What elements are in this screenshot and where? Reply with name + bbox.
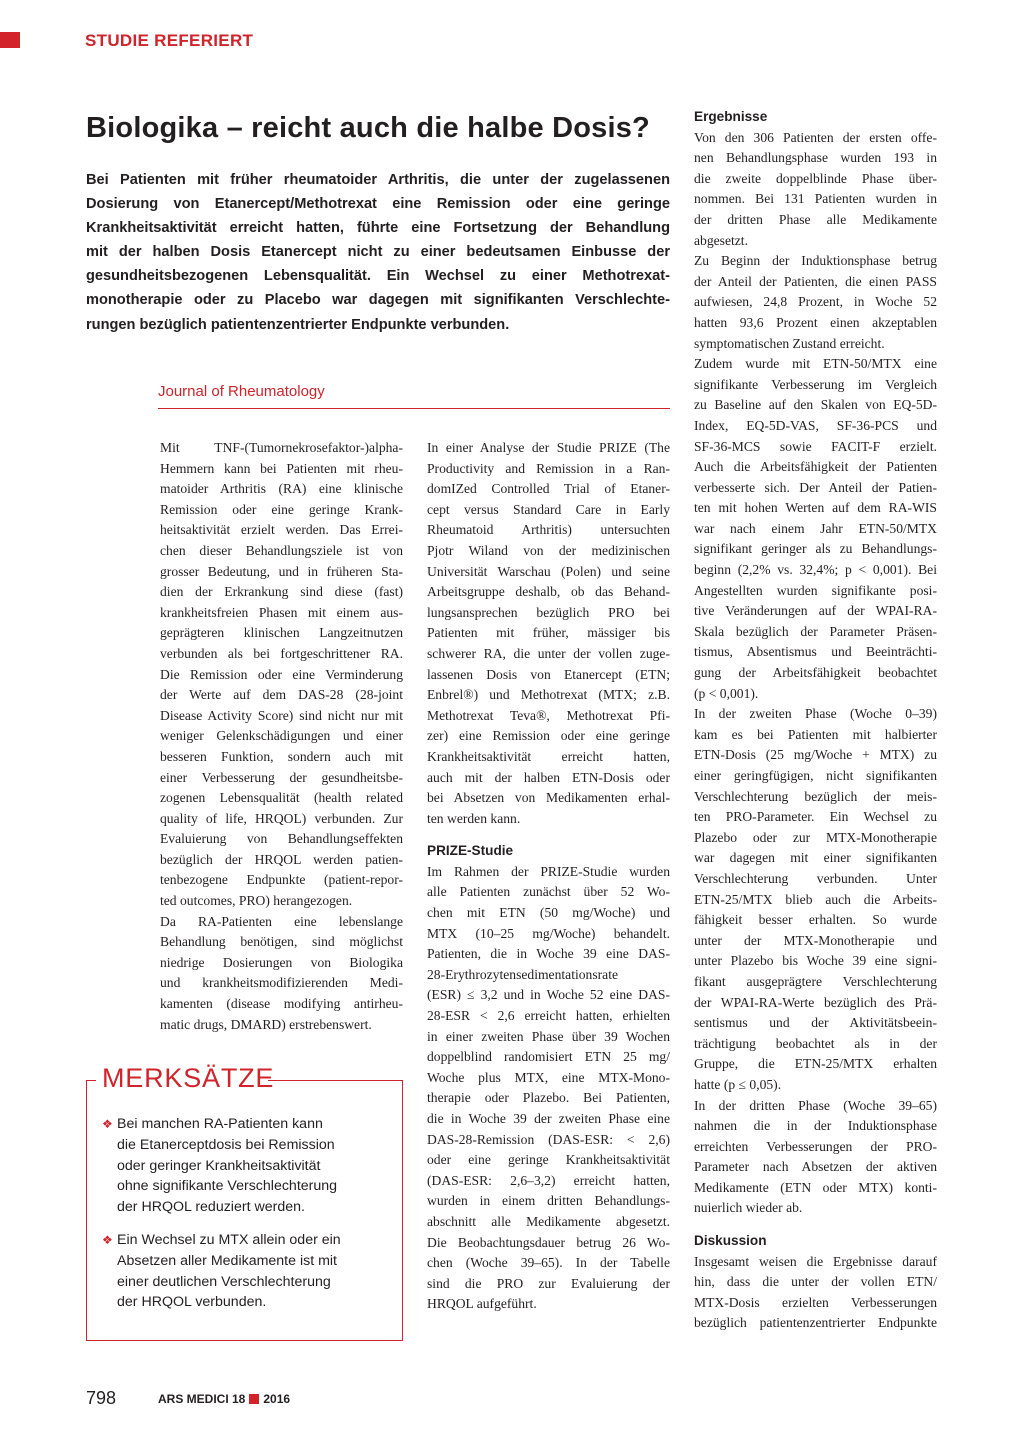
body-line: (DAS-ESR: 2,6–3,2) erreicht hatten, xyxy=(427,1172,670,1188)
lead-line: Dosierung von Etanercept/Methotrexat eine Remission oder eine geringe xyxy=(86,196,670,213)
body-line: grosser Bedeutung, und in früheren Sta- xyxy=(160,563,403,579)
body-line: Patienten, die in Woche 39 eine DAS- xyxy=(427,946,670,962)
body-line: tenbezogene Endpunkte (patient-repor- xyxy=(160,872,403,888)
footer-journal-name: ARS MEDICI 18 xyxy=(158,1392,246,1406)
section-label: STUDIE REFERIERT xyxy=(85,31,254,50)
merksatz-line: Bei manchen RA-Patienten kann xyxy=(117,1116,323,1132)
body-line: ted outcomes, PRO) herangezogen. xyxy=(160,893,353,909)
body-line: Angestellten wurden signifikante posi- xyxy=(694,582,937,598)
body-line: abschnitt alle Medikamente abgesetzt. xyxy=(427,1213,670,1229)
body-line: Gruppe, die ETN-25/MTX erhalten xyxy=(694,1056,937,1072)
diamond-cluster-icon: ❖ xyxy=(102,1232,113,1247)
body-line: Die Beobachtungsdauer betrug 26 Wo- xyxy=(427,1234,670,1250)
body-line: Von den 306 Patienten der ersten offe- xyxy=(694,129,937,145)
body-line: aufwiesen, 24,8 Prozent, in Woche 52 xyxy=(694,294,937,310)
body-line: matic drugs, DMARD) erstrebenswert. xyxy=(160,1016,372,1032)
body-line: ten mit hohen Werten auf dem RA-WIS xyxy=(694,500,937,516)
body-line: Productivity and Remission in a Ran- xyxy=(427,460,670,476)
body-line: krankheitsfreien Phasen mit einem aus- xyxy=(160,604,403,620)
body-line: bezüglich patientenzentrierter Endpunkte xyxy=(694,1315,937,1331)
body-line: In einer Analyse der Studie PRIZE (The xyxy=(427,440,670,455)
body-line: zu Baseline auf den Skalen von EQ-5D- xyxy=(694,397,937,413)
body-line: therapie oder Plazebo. Bei Patienten, xyxy=(427,1090,670,1106)
body-line: auch mit der halben ETN-Dosis oder xyxy=(427,769,670,785)
lead-line: Krankheitsaktivität erreicht hatten, führte eine Fortsetzung der Behandlung xyxy=(86,220,670,237)
body-line: ETN-Dosis (25 mg/Woche + MTX) zu xyxy=(694,747,937,763)
body-line: abgesetzt. xyxy=(694,232,748,248)
body-line: in einer zweiten Phase über 39 Wochen xyxy=(427,1028,670,1044)
body-line: zer) eine Remission oder eine geringe xyxy=(427,728,670,744)
merksaetze-rule-left xyxy=(86,1080,96,1081)
body-line: der Werte auf dem DAS-28 (28-joint xyxy=(160,687,403,703)
page-number: 798 xyxy=(86,1388,117,1408)
body-line: heitsaktivität erzielt werden. Das Errei- xyxy=(160,522,403,538)
body-line: lungsansprechen bezüglich PRO bei xyxy=(427,604,670,620)
footer-square xyxy=(249,1394,259,1404)
body-line: Pjotr Wiland von der medizinischen xyxy=(427,542,670,558)
results-heading: Ergebnisse xyxy=(694,109,768,124)
body-line: war dagegen mit einer signifikanten xyxy=(694,850,937,866)
body-line: Mit TNF-(Tumornekrosefaktor-)alpha- xyxy=(160,440,403,455)
body-line: lassenen Dosis von Etanercept (ETN; xyxy=(427,666,670,682)
section-marker-square xyxy=(0,32,20,48)
body-line: kam es bei Patienten mit halbierter xyxy=(694,726,937,742)
body-line: nen Behandlungsphase wurden 193 in xyxy=(694,150,937,166)
body-line: Remission oder eine geringe Krank- xyxy=(160,501,403,517)
body-line: dien der Erkrankung sind diese (fast) xyxy=(160,584,403,600)
body-line: Universität Warschau (Polen) und seine xyxy=(427,563,670,579)
body-line: gung der Arbeitsfähigkeit beobachtet xyxy=(694,665,937,681)
body-line: Krankheitsaktivität erreicht hatten, xyxy=(427,748,670,764)
merksatz-line: oder geringer Krankheitsaktivität xyxy=(117,1157,321,1174)
body-line: MTX (10–25 mg/Woche) behandelt. xyxy=(427,925,670,941)
body-line: DAS-28-Remission (DAS-ESR: < 2,6) xyxy=(427,1131,670,1147)
body-line: symptomatischen Zustand erreicht. xyxy=(694,335,885,351)
article-title: Biologika – reicht auch die halbe Dosis? xyxy=(86,112,650,144)
body-line: Zu Beginn der Induktionsphase betrug xyxy=(694,253,937,269)
body-line: sentismus und der Aktivitätsbeein- xyxy=(694,1015,937,1031)
body-line: chen dieser Behandlungsziele ist von xyxy=(160,542,403,558)
body-line: Methotrexat Teva®, Methotrexat Pfi- xyxy=(427,707,670,723)
body-line: HRQOL aufgeführt. xyxy=(427,1296,537,1312)
body-line: SF-36-MCS sowie FACIT-F erzielt. xyxy=(694,438,937,454)
body-line: signifikante Verbesserung im Vergleich xyxy=(694,376,937,392)
footer-year: 2016 xyxy=(263,1392,291,1406)
body-line: wurden in einem dritten Behandlungs- xyxy=(427,1193,670,1209)
merksaetze-title: MERKSÄTZE xyxy=(102,1063,275,1093)
merksatz-line: der HRQOL reduziert werden. xyxy=(117,1199,305,1216)
body-line: geprägteren klinischen Langzeitnutzen xyxy=(160,625,403,641)
body-line: nuierlich wieder ab. xyxy=(694,1200,803,1216)
body-line: der Anteil der Patienten, die einen PASS xyxy=(694,273,937,289)
lead-line: monotherapie oder zu Placebo war dagegen mit signifikanten Verschlechte- xyxy=(86,292,670,309)
body-line: war nach einem Jahr ETN-50/MTX xyxy=(694,520,937,536)
body-line: unter der MTX-Monotherapie und xyxy=(694,932,937,948)
body-line: Disease Activity Score) sind nicht nur mit xyxy=(160,707,403,723)
body-line: Auch die Arbeitsfähigkeit der Patienten xyxy=(694,459,937,475)
body-line: fähigkeit besser erhalten. So wurde xyxy=(694,912,937,928)
body-line: Arbeitsgruppe deshalb, ob das Behand- xyxy=(427,584,670,600)
merksatz-line: Ein Wechsel zu MTX allein oder ein xyxy=(117,1231,341,1248)
body-line: schwerer RA, die unter der vollen zuge- xyxy=(427,645,670,661)
body-line: der dritten Phase alle Medikamente xyxy=(694,211,937,227)
body-line: hatten 93,6 Prozent einen akzeptablen xyxy=(694,314,937,330)
lead-line: mit der halben Dosis Etanercept nicht zu einer bedeutsamen Einbusse der xyxy=(86,244,670,261)
body-line: Rheumatoid Arthritis) untersuchten xyxy=(427,522,670,538)
body-line: Da RA-Patienten eine lebenslange xyxy=(160,913,403,929)
body-line: signifikant geringer als zu Behandlungs- xyxy=(694,541,937,557)
body-line: sind die PRO zur Evaluierung der xyxy=(427,1275,670,1291)
body-line: doppelblind randomisiert ETN 25 mg/ xyxy=(427,1049,670,1065)
body-line: beginn (2,2% vs. 32,4%; p < 0,001). Bei xyxy=(694,562,937,578)
body-line: Woche plus MTX, eine MTX-Mono- xyxy=(427,1069,670,1085)
footer-journal xyxy=(158,1392,290,1406)
merksatz-line: der HRQOL verbunden. xyxy=(117,1294,267,1311)
body-line: Die Remission oder eine Verminderung xyxy=(160,666,403,682)
body-line: domIZed Controlled Trial of Etaner- xyxy=(427,481,670,497)
body-line: MTX-Dosis erzielten Verbesserungen xyxy=(694,1294,937,1310)
body-column-1 xyxy=(160,438,403,1035)
body-line: zogenen Lebensqualität (health related xyxy=(160,790,403,806)
body-line: niedrige Dosierungen von Biologika xyxy=(160,954,403,970)
body-line: Parameter nach Absetzen der aktiven xyxy=(694,1159,937,1175)
paragraph-gap xyxy=(694,1219,937,1231)
merksaetze-rule-right xyxy=(268,1080,403,1081)
body-line: hatte (p ≤ 0,05). xyxy=(694,1076,782,1092)
body-line: chen (Woche 39–65). In der Tabelle xyxy=(427,1255,670,1271)
body-column-3 xyxy=(694,107,937,1334)
body-line: oder eine geringe Krankheitsaktivität xyxy=(427,1152,670,1168)
body-line: 28-ESR < 2,6 erreicht hatten, erhielten xyxy=(427,1008,670,1024)
merksatz-line: Absetzen aller Medikamente ist mit xyxy=(117,1252,337,1269)
discussion-heading: Diskussion xyxy=(694,1233,767,1249)
body-line: fikant ausgeprägtere Verschlechterung xyxy=(694,973,937,989)
body-line: ETN-25/MTX blieb auch die Arbeits- xyxy=(694,891,937,907)
lead-line: gesundheitsbezogenen Lebensqualität. Ein Wechsel zu einer Methotrexat- xyxy=(86,268,670,285)
body-line: quality of life, HRQOL) verbunden. Zur xyxy=(160,810,403,826)
lead-line: rungen bezüglich patientenzentrierter Endpunkte verbunden. xyxy=(86,316,510,333)
body-line: Verschlechterung verbunden. Unter xyxy=(694,870,937,886)
body-line: besseren Funktion, sondern auch mit xyxy=(160,748,403,764)
body-line: tive Veränderungen auf der WPAI-RA- xyxy=(694,603,937,619)
diamond-cluster-icon: ❖ xyxy=(102,1117,113,1131)
body-line: Insgesamt weisen die Ergebnisse darauf xyxy=(694,1253,937,1269)
body-line: In der zweiten Phase (Woche 0–39) xyxy=(694,706,937,722)
body-line: Evaluierung von Behandlungseffekten xyxy=(160,831,403,847)
body-line: 28-Erythrozytensedimentationsrate xyxy=(427,966,619,982)
body-line: und krankheitsmodifizierenden Medi- xyxy=(160,975,403,991)
body-line: ten PRO-Parameter. Ein Wechsel zu xyxy=(694,809,937,825)
body-line: bezüglich der HRQOL werden patien- xyxy=(160,851,403,867)
merksatz-line: die Etanerceptdosis bei Remission xyxy=(117,1136,335,1153)
body-line: trächtigung beobachtet als in der xyxy=(694,1035,937,1051)
body-line: tismus, Absentismus und Beeinträchti- xyxy=(694,644,937,660)
prize-heading: PRIZE-Studie xyxy=(427,843,514,859)
body-line: verbunden als bei fortgeschrittener RA. xyxy=(160,645,403,661)
source-divider xyxy=(158,408,670,409)
body-line: einer Verbesserung der gesundheitsbe- xyxy=(160,769,403,785)
body-line: Plazebo oder zur MTX-Monotherapie xyxy=(694,829,937,845)
article-lead xyxy=(86,168,670,337)
body-line: Verschlechterung bezüglich der meis- xyxy=(694,788,937,804)
body-line: einer geringfügigen, nicht signifikanten xyxy=(694,768,937,783)
body-line: nahmen die in der Induktionsphase xyxy=(694,1118,937,1134)
merksatz-line: einer deutlichen Verschlechterung xyxy=(117,1273,331,1290)
merksaetze-list xyxy=(102,1114,392,1325)
body-line: erreichten Verbesserungen der PRO- xyxy=(694,1138,937,1154)
body-line: bei Absetzen von Medikamenten erhal- xyxy=(427,790,670,806)
body-column-2 xyxy=(427,438,670,1315)
body-line: kamenten (disease modifying antirheu- xyxy=(160,996,403,1012)
body-line: chen mit ETN (50 mg/Woche) und xyxy=(427,905,670,921)
merksatz-line: ohne signifikante Verschlechterung xyxy=(117,1178,338,1195)
body-line: Im Rahmen der PRIZE-Studie wurden xyxy=(427,863,670,879)
merksatz-item xyxy=(102,1230,392,1313)
body-line: cept versus Standard Care in Early xyxy=(427,501,670,517)
body-line: die zweite doppelblinde Phase über- xyxy=(694,170,937,186)
body-line: Index, EQ-5D-VAS, SF-36-PCS und xyxy=(694,417,937,433)
lead-line: Bei Patienten mit früher rheumatoider Arthritis, die unter der zugelassenen xyxy=(86,172,670,188)
body-line: Behandlung benötigen, sind möglichst xyxy=(160,934,403,950)
body-line: hin, dass die unter der vollen ETN/ xyxy=(694,1274,937,1290)
body-line: Hemmern kann bei Patienten mit rheu- xyxy=(160,460,403,476)
body-line: ten werden kann. xyxy=(427,810,521,826)
body-line: (ESR) ≤ 3,2 und in Woche 52 eine DAS- xyxy=(427,987,670,1003)
body-line: Patienten mit früher, mässiger bis xyxy=(427,625,670,641)
body-line: weniger Gelenkschädigungen und einer xyxy=(160,728,403,744)
body-line: In der dritten Phase (Woche 39–65) xyxy=(694,1097,937,1113)
body-line: unter Plazebo bis Woche 39 eine signi- xyxy=(694,953,937,969)
body-line: Zudem wurde mit ETN-50/MTX eine xyxy=(694,356,937,372)
body-line: verbesserte sich. Der Anteil der Patien- xyxy=(694,479,937,495)
body-line: (p < 0,001). xyxy=(694,685,759,701)
body-line: der WPAI-RA-Werte bezüglich des Prä- xyxy=(694,994,937,1010)
body-line: nommen. Bei 131 Patienten wurden in xyxy=(694,191,937,207)
body-line: Enbrel®) und Methotrexat (MTX; z.B. xyxy=(427,687,670,703)
body-line: matoider Arthritis (RA) eine klinische xyxy=(160,481,403,497)
article-source: Journal of Rheumatology xyxy=(158,383,325,400)
body-line: alle Patienten zunächst über 52 Wo- xyxy=(427,884,670,900)
body-line: die in Woche 39 der zweiten Phase eine xyxy=(427,1111,670,1126)
paragraph-gap xyxy=(427,829,670,841)
body-line: Skala bezüglich der Parameter Präsen- xyxy=(694,623,937,639)
merksatz-item xyxy=(102,1114,392,1218)
body-line: Medikamente (ETN oder MTX) konti- xyxy=(694,1179,937,1195)
